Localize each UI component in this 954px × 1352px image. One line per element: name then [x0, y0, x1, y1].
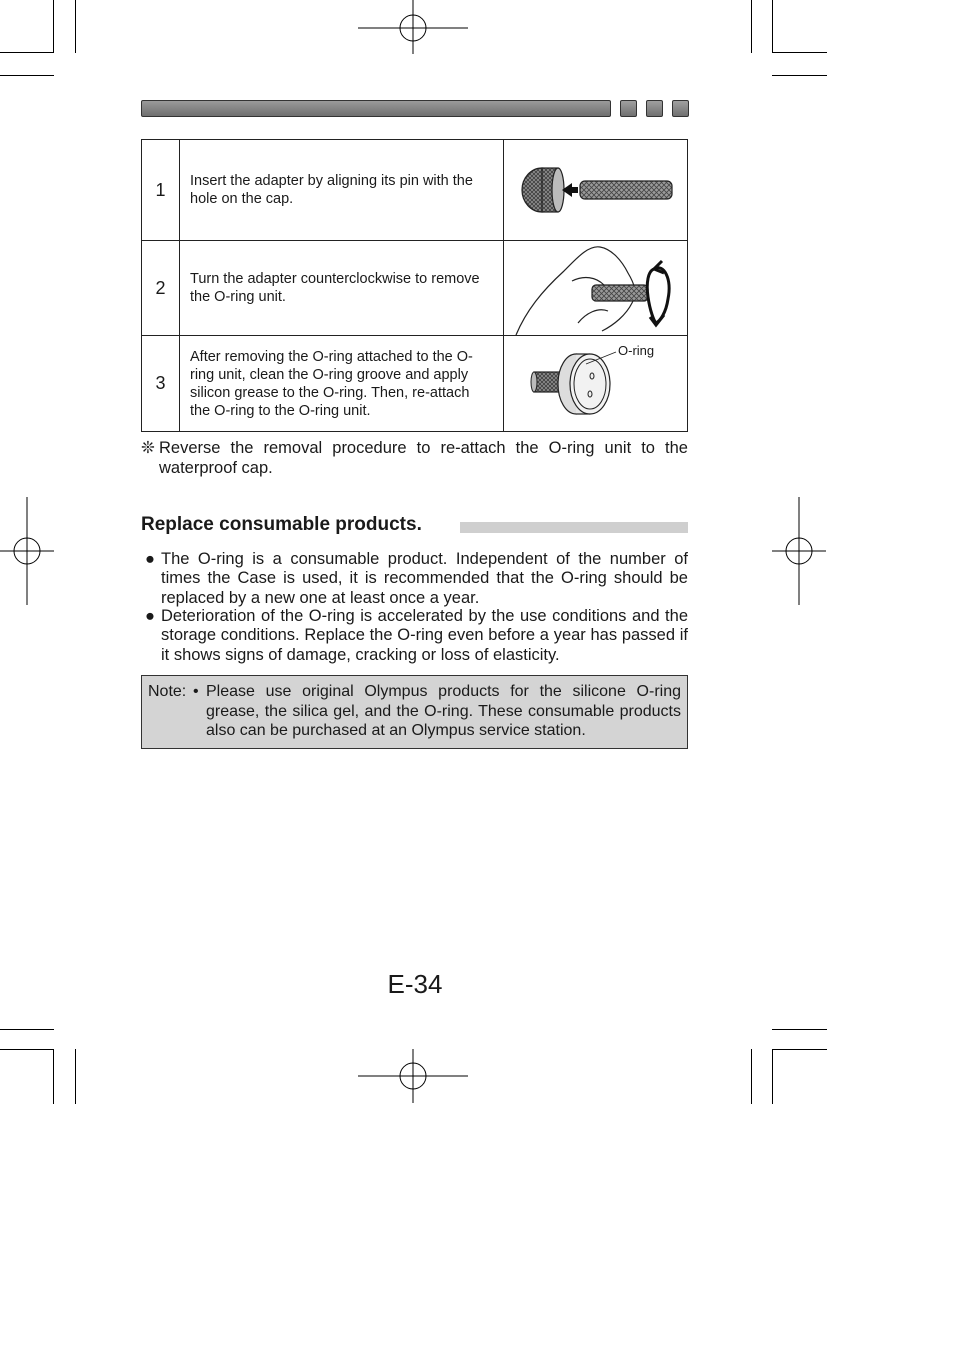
registration-mark-bottom: [358, 1049, 470, 1105]
registration-mark-left: [0, 497, 56, 607]
adapter-insert-illustration: [503, 140, 687, 240]
registration-mark-top: [358, 0, 470, 56]
step-number: 1: [142, 140, 180, 240]
reattach-note-text: Reverse the removal procedure to re-attach the O-ring unit to the waterproof cap.: [159, 439, 688, 477]
step-row: [142, 336, 687, 431]
step-text: Turn the adapter counterclockwise to remove the O-ring unit.: [190, 271, 480, 305]
reattach-note: [141, 439, 688, 478]
page-number: E-34: [387, 969, 443, 999]
note-box: [141, 675, 688, 749]
note-label: Note:: [148, 683, 187, 700]
steps-table: [141, 139, 688, 432]
step-number: 3: [142, 336, 180, 431]
hand-turning-adapter-illustration: [503, 241, 687, 335]
registration-mark-right: [772, 497, 828, 607]
header-square: [672, 100, 689, 117]
oring-callout-label: O-ring: [618, 343, 655, 358]
note-text: Please use original Olympus products for the silicone O-ring grease, the silica gel, and the O-ring. These consumable products also can be purchased at an Olympus service station.: [206, 683, 681, 739]
heading-rule: [460, 522, 688, 533]
bullet-dot: ●: [145, 607, 155, 625]
step-number: 2: [142, 241, 180, 335]
list-item: [145, 550, 688, 608]
reattach-note-symbol: ❊: [141, 439, 155, 457]
step-row: [142, 140, 687, 241]
step-text: After removing the O-ring attached to the O-ring unit, clean the O-ring groove and apply silicon grease to the O-ring. Then, re-attach the O-ring to the O-ring unit.: [190, 348, 473, 419]
list-item-text: Deterioration of the O-ring is accelerated by the use conditions and the storage conditions. Replace the O-ring even before a year has passed if it shows signs of damage, cracking or loss of elasticity.: [161, 607, 688, 664]
list-item-text: The O-ring is a consumable product. Independent of the number of times the Case is used, it is recommended that the O-ring should be replaced by a new one at least once a year.: [161, 550, 688, 607]
header-bar: [141, 100, 611, 117]
header-square: [620, 100, 637, 117]
list-item: [145, 607, 688, 665]
header-square: [646, 100, 663, 117]
oring-unit-illustration: [503, 336, 687, 431]
step-text: Insert the adapter by aligning its pin with the hole on the cap.: [190, 173, 473, 207]
note-bullet: •: [193, 683, 199, 700]
bullet-dot: ●: [145, 550, 155, 568]
section-heading: Replace consumable products.: [141, 514, 422, 535]
step-row: [142, 241, 687, 336]
